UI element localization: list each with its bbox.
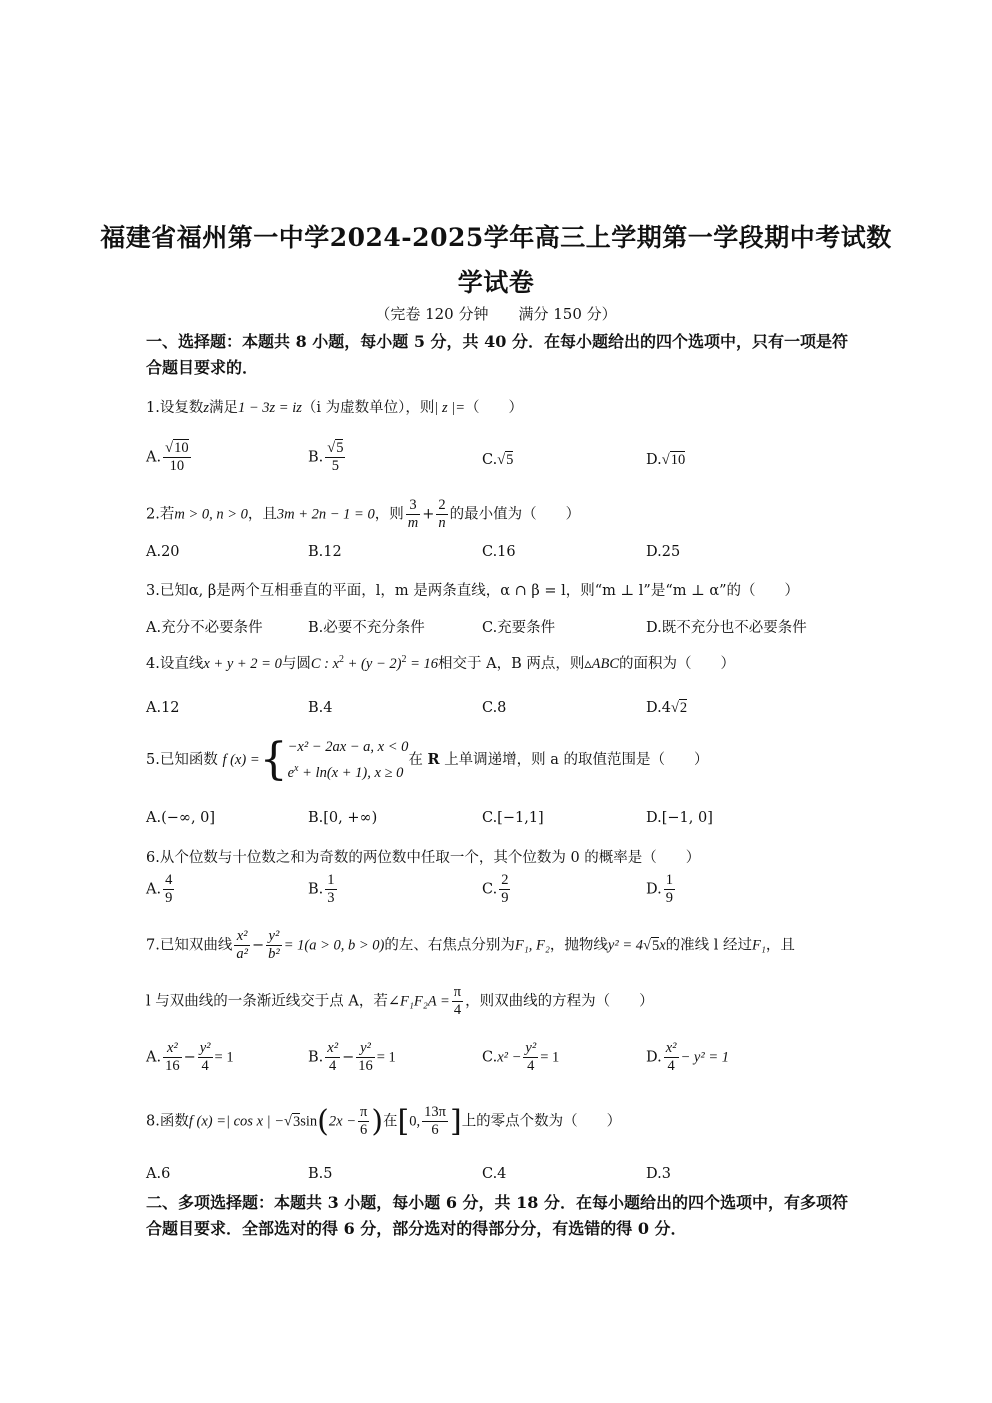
question-4-stem: 4.设直线x + y + 2 = 0与圆C : $x^2 + (y - 2)^2 = 16$相交于 A，B 两点，则▵ABC的面积为（ ） [146, 654, 736, 672]
question-4-option-c[interactable]: C.8 [482, 700, 507, 716]
question-2-option-b[interactable]: B.12 [308, 544, 342, 560]
question-4-option-d[interactable]: D.4√2 [646, 700, 688, 716]
question-6-option-a[interactable]: A. $\frac{4}{9}$ [146, 872, 173, 906]
question-4-option-a[interactable]: A.12 [146, 700, 180, 716]
question-3-stem: 3.已知α, β是两个互相垂直的平面，l，m 是两条直线，α ∩ β = l，则“m ⊥ l”是“m ⊥ α”的（ ） [146, 583, 800, 599]
question-6-option-b[interactable]: B. $\frac{1}{3}$ [308, 872, 335, 906]
question-7-option-d[interactable]: D. $\frac{\text{x²}}{4}$ − y² = 1 [646, 1040, 729, 1074]
question-2-option-a[interactable]: A.20 [146, 544, 180, 560]
question-2-option-c[interactable]: C.16 [482, 544, 516, 560]
question-8-option-a[interactable]: A.6 [146, 1166, 171, 1182]
question-1-stem: 1.设复数z满足1 − 3z = iz（i 为虚数单位），则| z |=（ ） [146, 400, 524, 416]
question-7-option-b[interactable]: B. $\frac{\text{x²}}{4}$ − $\frac{\text{y²}}{16}$ = 1 [308, 1040, 396, 1074]
question-3-option-d[interactable]: D.既不充分也不必要条件 [646, 620, 807, 636]
question-3-option-c[interactable]: C.充要条件 [482, 620, 556, 636]
question-3-option-a[interactable]: A.充分不必要条件 [146, 620, 263, 636]
question-7-option-c[interactable]: C.x² − $\frac{\text{y²}}{4}$ = 1 [482, 1040, 560, 1074]
question-7-stem-line1: 7.已知双曲线 $\frac{\text{x²}}{\text{a²}}$ − $\frac{\text{y²}}{\text{b²}}$ = 1(a > 0, b > 0)的左、右焦点分别为F₁, F₂，抛物线y² = 4√5x的准线 l 经过F₁，且 [146, 928, 795, 962]
question-8-option-b[interactable]: B.5 [308, 1166, 333, 1182]
question-8-option-c[interactable]: C.4 [482, 1166, 507, 1182]
question-8-stem: 8.函数f (x) =| cos x | −√3sin(2x − $\frac{\pi}{6}$ )在[0, $\frac{13\pi}{6}$ ]上的零点个数为（ ） [146, 1104, 622, 1139]
question-1-option-d[interactable]: D.√10 [646, 452, 686, 468]
question-7-option-a[interactable]: A. $\frac{\text{x²}}{16}$ − $\frac{\text{y²}}{4}$ = 1 [146, 1040, 234, 1074]
question-4-option-b[interactable]: B.4 [308, 700, 333, 716]
question-6-option-c[interactable]: C. $\frac{2}{9}$ [482, 872, 509, 906]
question-1-option-a[interactable]: A. $\frac{√10}{10}$ [146, 440, 189, 474]
page-title-line2: 学试卷 [457, 268, 535, 297]
question-6-option-d[interactable]: D. $\frac{1}{9}$ [646, 872, 673, 906]
exam-time-score: （完卷 120 分钟 满分 150 分） [375, 305, 617, 323]
question-2-option-d[interactable]: D.25 [646, 544, 681, 560]
question-5-option-a[interactable]: A.(−∞, 0] [146, 810, 216, 826]
question-2-stem: 2.若m > 0, n > 0，且3m + 2n − 1 = 0，则 $\frac{3}{m}$ + $\frac{2}{n}$ 的最小值为（ ） [146, 497, 581, 531]
question-5-option-d[interactable]: D.[−1, 0] [646, 810, 713, 826]
section1-header: 一、选择题：本题共 8 小题，每小题 5 分，共 40 分．在每小题给出的四个选项中，只有一项是符合题目要求的． [146, 332, 848, 377]
question-1-option-b[interactable]: B. $\frac{√5}{5}$ [308, 440, 344, 474]
question-8-option-d[interactable]: D.3 [646, 1166, 671, 1182]
question-5-option-b[interactable]: B.[0, +∞) [308, 810, 378, 826]
section2-header: 二、多项选择题：本题共 3 小题，每小题 6 分，共 18 分．在每小题给出的四个选项中，有多项符合题目要求．全部选对的得 6 分，部分选对的得部分分，有选错的得 0 分． [146, 1193, 848, 1238]
question-1-option-c[interactable]: C.√5 [482, 452, 514, 468]
question-3-option-b[interactable]: B.必要不充分条件 [308, 620, 425, 636]
page-title-line1: 福建省福州第一中学2024-2025学年高三上学期第一学段期中考试数 [100, 223, 892, 252]
question-5-stem: 5.已知函数 f (x) ={ −x² − 2ax − a, x < 0 $e^x + \ln(x + 1)$, x ≥ 0 在 R 上单调递增，则 a 的取值范围是（ ） [146, 733, 709, 785]
question-6-stem: 6.从个位数与十位数之和为奇数的两位数中任取一个，其个位数为 0 的概率是（ ） [146, 850, 701, 866]
question-5-option-c[interactable]: C.[−1,1] [482, 810, 544, 826]
question-7-stem-line2: l 与双曲线的一条渐近线交于点 A，若∠F₁F₂A = $\frac{\pi}{4}$ ，则双曲线的方程为（ ） [146, 984, 654, 1018]
